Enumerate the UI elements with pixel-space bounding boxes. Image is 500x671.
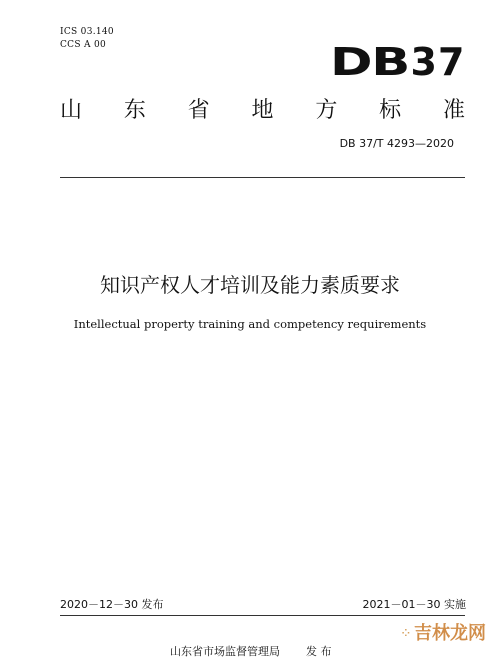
standard-number: DB 37/T 4293—2020 [339,137,454,150]
issuer-name: 山东省市场监督管理局 [170,645,280,658]
standard-type-char: 省 [187,98,210,123]
classification-codes [60,26,114,52]
watermark [402,623,486,645]
bottom-divider [60,615,465,616]
db37-logo [330,42,465,82]
implement-date: 2021－01－30 实施 [362,598,466,611]
publish-date: 2020－12－30 发布 [60,598,164,611]
top-divider [60,177,465,178]
ccs-code: CCS A 00 [60,40,107,50]
issuer-line [170,645,332,659]
standard-type-char: 准 [442,98,465,123]
watermark-dots-icon: ⁘ [401,628,410,639]
ics-code: ICS 03.140 [60,27,114,37]
standard-type-char: 地 [251,98,274,123]
standard-type-char: 方 [315,98,338,123]
document-title-english: Intellectual property training and competency requirements [73,317,427,331]
logo-db-letters: DB [330,40,409,84]
document-title-chinese: 知识产权人才培训及能力素质要求 [100,273,400,297]
logo-number: 37 [410,40,466,84]
standard-type-heading [60,96,465,126]
standard-type-char: 山 [60,98,83,123]
issuer-action: 发 布 [306,645,332,658]
standard-type-char: 标 [379,98,402,123]
standard-type-char: 东 [123,98,146,123]
watermark-text: 吉林龙网 [414,623,486,644]
